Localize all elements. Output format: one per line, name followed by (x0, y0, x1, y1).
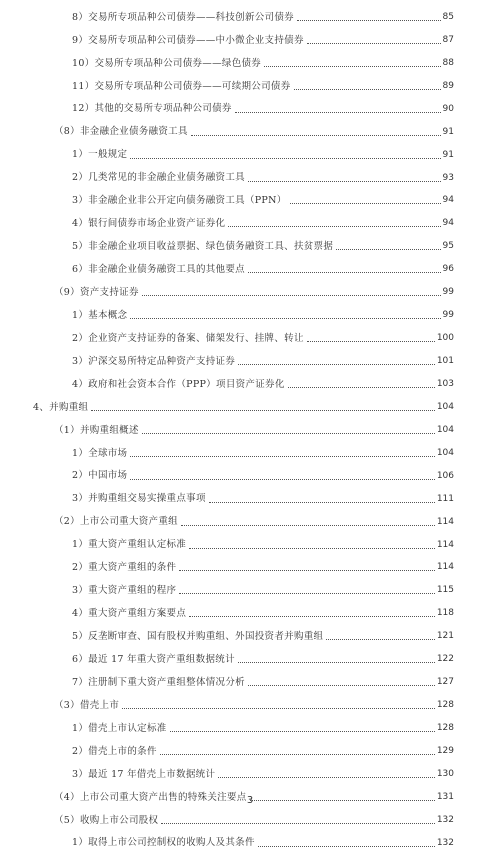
dot-leader (130, 456, 434, 457)
toc-entry[interactable] (0, 144, 454, 167)
toc-entry-title: 4）政府和社会资本合作（PPP）项目资产证券化 (72, 378, 285, 390)
dot-leader (179, 570, 434, 571)
toc-entry-page-number: 90 (442, 103, 454, 114)
toc-entry[interactable] (0, 29, 454, 52)
toc-entry-title: 10）交易所专项品种公司债券——绿色债券 (72, 57, 262, 69)
dot-leader (336, 249, 440, 250)
toc-entry-title: 1）取得上市公司控制权的收购人及其条件 (72, 837, 255, 849)
toc-entry[interactable] (0, 740, 454, 763)
toc-entry-title: 3）非金融企业非公开定向债务融资工具（PPN） (72, 195, 287, 207)
toc-entry-page-number: 96 (442, 264, 454, 275)
toc-entry[interactable] (0, 52, 454, 75)
toc-entry-title: 1）基本概念 (72, 309, 128, 321)
toc-entry-page-number: 111 (436, 493, 454, 504)
dot-leader (130, 318, 440, 319)
toc-entry-page-number: 128 (436, 723, 454, 734)
toc-entry-page-number: 121 (436, 631, 454, 642)
toc-entry-page-number: 101 (436, 356, 454, 367)
dot-leader (238, 364, 435, 365)
toc-entry-title: 1）借壳上市认定标准 (72, 722, 167, 734)
toc-entry-title: 2）重大资产重组的条件 (72, 562, 177, 574)
toc-entry[interactable] (0, 327, 454, 350)
toc-entry-title: 5）反垄断审查、国有股权并购重组、外国投资者并购重组 (72, 631, 324, 643)
toc-entry-title: （9）资产支持证券 (54, 286, 139, 298)
toc-entry[interactable] (0, 442, 454, 465)
toc-entry[interactable] (0, 465, 454, 488)
toc-entry[interactable] (0, 304, 454, 327)
toc-entry[interactable] (0, 190, 454, 213)
toc-entry-page-number: 93 (442, 172, 454, 183)
toc-entry-page-number: 132 (436, 814, 454, 825)
toc-entry-title: 1）重大资产重组认定标准 (72, 539, 187, 551)
toc-entry[interactable] (0, 258, 454, 281)
toc-entry-page-number: 104 (436, 401, 454, 412)
page-number: 3 (246, 795, 254, 806)
dot-leader (297, 20, 441, 21)
toc-entry-title: 4、并购重组 (33, 401, 89, 413)
toc-entry-page-number: 91 (442, 149, 454, 160)
toc-entry[interactable] (0, 235, 454, 258)
toc-entry-page-number: 115 (436, 585, 454, 596)
toc-entry[interactable] (0, 419, 454, 442)
toc-entry[interactable] (0, 212, 454, 235)
toc-entry[interactable] (0, 694, 454, 717)
toc-entry[interactable] (0, 511, 454, 534)
toc-entry-page-number: 103 (436, 378, 454, 389)
toc-entry-page-number: 118 (436, 608, 454, 619)
toc-entry[interactable] (0, 488, 454, 511)
toc-entry-page-number: 114 (436, 562, 454, 573)
dot-leader (142, 433, 435, 434)
toc-entry-page-number: 94 (442, 218, 454, 229)
dot-leader (326, 639, 434, 640)
dot-leader (170, 731, 435, 732)
toc-entry-page-number: 100 (436, 333, 454, 344)
dot-leader (307, 43, 441, 44)
toc-entry[interactable] (0, 75, 454, 98)
toc-entry-title: 2）几类常见的非金融企业债务融资工具 (72, 172, 245, 184)
toc-entry[interactable] (0, 534, 454, 557)
toc-entry-page-number: 104 (436, 424, 454, 435)
toc-entry-title: 6）非金融企业债务融资工具的其他要点 (72, 264, 245, 276)
dot-leader (264, 66, 440, 67)
toc-entry-title: 2）借壳上市的条件 (72, 745, 157, 757)
toc-entry[interactable] (0, 373, 454, 396)
toc-entry-title: （1）并购重组概述 (54, 424, 139, 436)
table-of-contents (0, 6, 500, 855)
dot-leader (248, 272, 441, 273)
toc-entry-title: 3）重大资产重组的程序 (72, 585, 177, 597)
toc-entry-page-number: 95 (442, 241, 454, 252)
toc-entry[interactable] (0, 167, 454, 190)
toc-entry-title: 3）并购重组交易实操重点事项 (72, 493, 206, 505)
toc-entry-title: 3）沪深交易所特定品种资产支持证券 (72, 355, 236, 367)
toc-entry[interactable] (0, 98, 454, 121)
toc-entry-page-number: 85 (442, 11, 454, 22)
toc-entry-page-number: 129 (436, 745, 454, 756)
toc-entry-title: （5）收购上市公司股权 (54, 814, 159, 826)
toc-entry-page-number: 130 (436, 768, 454, 779)
toc-entry-title: 7）注册制下重大资产重组整体情况分析 (72, 676, 245, 688)
toc-entry[interactable] (0, 281, 454, 304)
dot-leader (189, 548, 435, 549)
dot-leader (294, 89, 441, 90)
toc-entry-page-number: 99 (442, 287, 454, 298)
toc-entry-page-number: 127 (436, 677, 454, 688)
toc-entry-title: 2）企业资产支持证券的备案、储架发行、挂牌、转让 (72, 332, 304, 344)
toc-entry-page-number: 114 (436, 516, 454, 527)
toc-entry[interactable] (0, 625, 454, 648)
toc-entry[interactable] (0, 557, 454, 580)
dot-leader (290, 203, 441, 204)
dot-leader (248, 181, 441, 182)
toc-entry-page-number: 99 (442, 310, 454, 321)
toc-entry-title: 4）重大资产重组方案要点 (72, 608, 187, 620)
dot-leader (160, 754, 435, 755)
toc-entry-title: （4）上市公司重大资产出售的特殊关注要点 (54, 791, 247, 803)
toc-entry[interactable] (0, 763, 454, 786)
dot-leader (209, 502, 435, 503)
toc-entry-title: 9）交易所专项品种公司债券——中小微企业支持债券 (72, 34, 304, 46)
toc-entry[interactable] (0, 121, 454, 144)
toc-entry[interactable] (0, 602, 454, 625)
toc-entry[interactable] (0, 396, 454, 419)
dot-leader (307, 341, 435, 342)
toc-entry-title: 11）交易所专项品种公司债券——可续期公司债券 (72, 80, 291, 92)
toc-entry[interactable] (0, 717, 454, 740)
dot-leader (191, 135, 441, 136)
dot-leader (288, 387, 435, 388)
dot-leader (122, 708, 435, 709)
dot-leader (218, 777, 435, 778)
toc-entry-page-number: 122 (436, 654, 454, 665)
toc-entry-page-number: 114 (436, 539, 454, 550)
toc-entry-title: 12）其他的交易所专项品种公司债券 (72, 103, 232, 115)
dot-leader (228, 226, 440, 227)
toc-entry-page-number: 87 (442, 34, 454, 45)
dot-leader (130, 158, 440, 159)
toc-entry-title: （3）借壳上市 (54, 699, 120, 711)
toc-entry-page-number: 132 (436, 837, 454, 848)
toc-entry-title: 8）交易所专项品种公司债券——科技创新公司债券 (72, 11, 294, 23)
toc-entry[interactable] (0, 350, 454, 373)
toc-entry-title: （8）非金融企业债务融资工具 (54, 126, 188, 138)
toc-entry[interactable] (0, 832, 454, 855)
toc-entry-page-number: 88 (442, 57, 454, 68)
dot-leader (248, 685, 435, 686)
toc-entry-title: 5）非金融企业项目收益票据、绿色债务融资工具、扶贫票据 (72, 241, 334, 253)
dot-leader (130, 479, 434, 480)
dot-leader (238, 662, 435, 663)
toc-entry[interactable] (0, 579, 454, 602)
dot-leader (189, 616, 435, 617)
toc-entry-title: 2）中国市场 (72, 470, 128, 482)
toc-entry-title: 6）最近 17 年重大资产重组数据统计 (72, 653, 235, 665)
dot-leader (142, 295, 441, 296)
toc-entry-title: 4）银行间债券市场企业资产证券化 (72, 218, 226, 230)
toc-entry-page-number: 94 (442, 195, 454, 206)
toc-entry[interactable] (0, 6, 454, 29)
toc-entry[interactable] (0, 809, 454, 832)
toc-entry-page-number: 106 (436, 470, 454, 481)
toc-entry-title: （2）上市公司重大资产重组 (54, 516, 178, 528)
dot-leader (258, 846, 435, 847)
toc-entry[interactable] (0, 648, 454, 671)
toc-entry-page-number: 131 (436, 791, 454, 802)
toc-entry-page-number: 89 (442, 80, 454, 91)
dot-leader (181, 525, 435, 526)
toc-entry-title: 3）最近 17 年借壳上市数据统计 (72, 768, 216, 780)
toc-entry-page-number: 104 (436, 447, 454, 458)
toc-entry-page-number: 128 (436, 700, 454, 711)
toc-entry-page-number: 91 (442, 126, 454, 137)
dot-leader (91, 410, 434, 411)
dot-leader (235, 112, 441, 113)
toc-entry[interactable] (0, 671, 454, 694)
toc-entry-title: 1）一般规定 (72, 149, 128, 161)
toc-entry-title: 1）全球市场 (72, 447, 128, 459)
dot-leader (179, 593, 434, 594)
